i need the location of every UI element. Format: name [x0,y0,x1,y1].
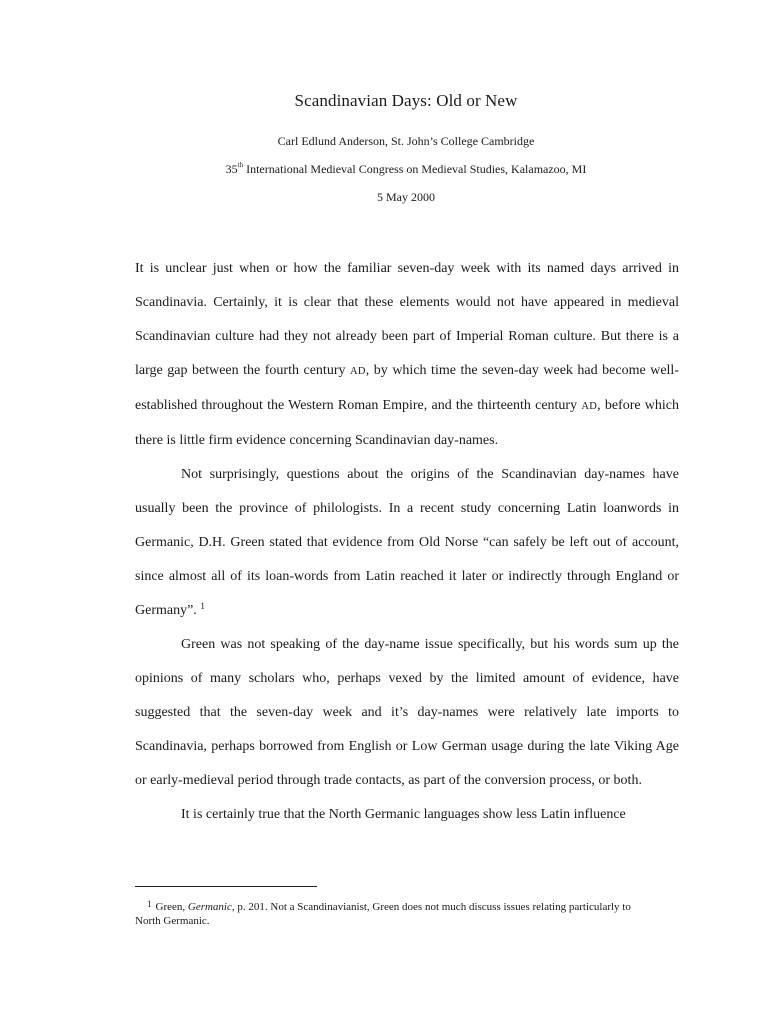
paragraph-1-text-b: , by which time the seven-day week had become well-established throughout the Western Roman Empire, and the thirteenth century [135,363,679,413]
congress-name: International Medieval Congress on Medieval Studies, Kalamazoo, MI [243,162,587,176]
congress-line [0,162,768,177]
congress-number: 35 [225,162,238,176]
footnote [135,900,635,928]
footnote-reference[interactable]: 1 [200,601,205,611]
footnote-text-b: , p. 201. Not a Scandinavianist, Green does not much discuss issues relating particularly to North Germanic. [135,901,631,927]
paragraph-4: It is certainly true that the North Germanic languages show less Latin influence [181,807,626,822]
era-abbrev: AD [350,366,366,377]
paragraph-1-text-c: , before which there is little firm evidence concerning Scandinavian day-names. [135,398,679,448]
footnote-mark: 1 [147,899,152,909]
paragraph-2-text: Not surprisingly, questions about the origins of the Scandinavian day-names have usually been the province of philologists. In a recent study concerning Latin loanwords in Germanic, D.H. Green stated that evidence from Old Norse “can safely be left out of account, since almost all of its loan-words from Latin reached it later or indirectly through England or Germany”. [135,467,679,618]
congress-ordinal: th [237,161,244,169]
footnote-title: Germanic [187,901,232,913]
paragraph-1 [135,252,679,458]
footnote-divider [135,886,317,887]
era-abbrev: AD [581,401,598,412]
body-text [135,252,679,832]
paper-title: Scandinavian Days: Old or New [294,91,518,110]
paragraph-3: Green was not speaking of the day-name issue specifically, but his words sum up the opinions of many scholars who, perhaps vexed by the limited amount of evidence, have suggested that the seven-day week and it’s day-names were relatively late imports to Scandinavia, perhaps borrowed from English or Low German usage during the late Viking Age or early-medieval period through trade contacts, as part of the conversion process, or both. [135,637,679,788]
paragraph-1-text-a: It is unclear just when or how the familiar seven-day week with its named days arrived in Scandinavia. Certainly, it is clear that these elements would not have appeared in medieval Scandinavian culture had they not already been part of Imperial Roman culture. But there is a large gap between the fourth century [135,261,679,378]
date-line: 5 May 2000 [377,190,435,204]
footnote-text-a: Green, [155,901,188,913]
author-line: Carl Edlund Anderson, St. John’s College Cambridge [277,134,535,148]
paragraph-2 [135,458,679,628]
